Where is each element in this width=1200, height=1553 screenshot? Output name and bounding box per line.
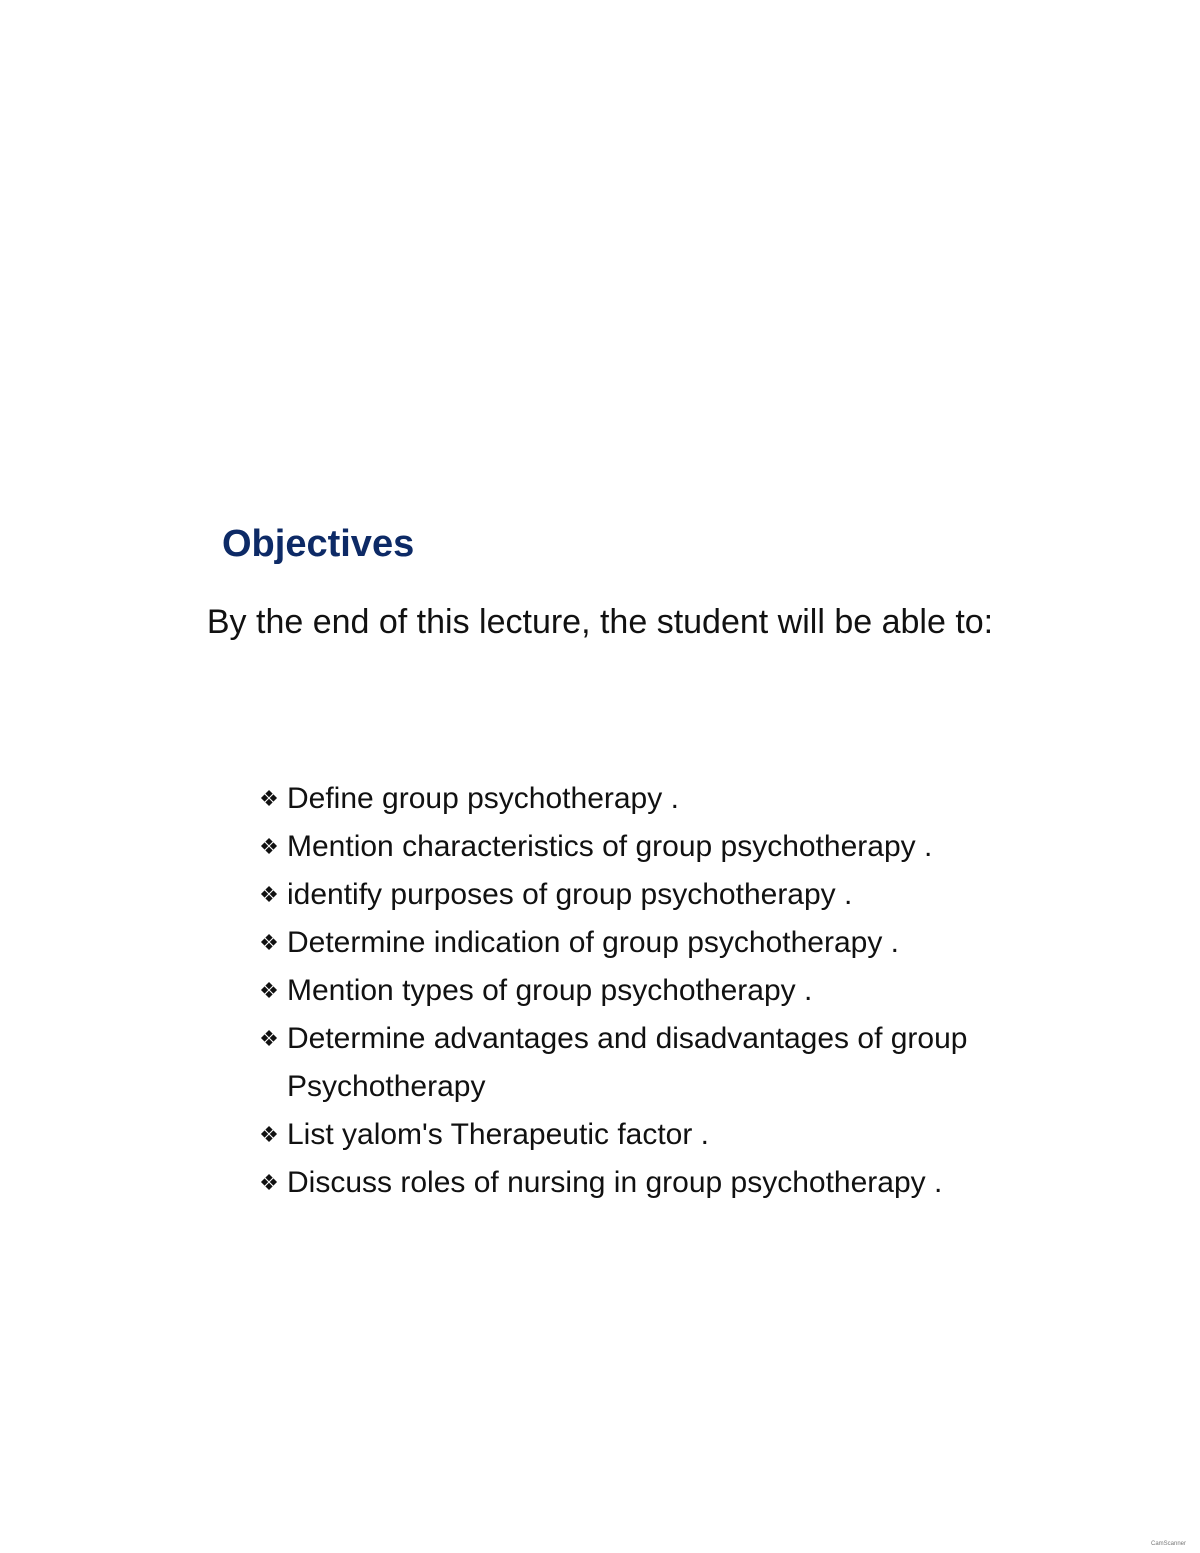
list-item — [255, 1159, 975, 1207]
objective-text: Determine indication of group psychotherapy . — [287, 926, 900, 959]
four-diamond-bullet-icon: ❖ — [259, 1026, 279, 1051]
list-item — [255, 919, 975, 967]
intro-text: By the end of this lecture, the student will be able to: — [206, 603, 994, 641]
objective-text: Discuss roles of nursing in group psychotherapy . — [287, 1166, 943, 1199]
list-item — [255, 1015, 975, 1111]
four-diamond-bullet-icon: ❖ — [259, 1170, 279, 1195]
list-item — [255, 967, 975, 1015]
four-diamond-bullet-icon: ❖ — [259, 786, 279, 811]
objective-text: identify purposes of group psychotherapy . — [287, 878, 853, 911]
list-item — [255, 871, 975, 919]
list-item — [255, 775, 975, 823]
four-diamond-bullet-icon: ❖ — [259, 1122, 279, 1147]
list-item — [255, 823, 975, 871]
four-diamond-bullet-icon: ❖ — [259, 930, 279, 955]
scanner-watermark: CamScanner — [1150, 1541, 1186, 1547]
page-title: Objectives — [222, 523, 415, 565]
objective-text: Mention characteristics of group psychotherapy . — [287, 830, 933, 863]
objective-text: Define group psychotherapy . — [287, 782, 679, 815]
four-diamond-bullet-icon: ❖ — [259, 978, 279, 1003]
four-diamond-bullet-icon: ❖ — [259, 882, 279, 907]
list-item — [255, 1111, 975, 1159]
objective-text: Mention types of group psychotherapy . — [287, 974, 813, 1007]
objective-text: Determine advantages and disadvantages of group Psychotherapy — [287, 1022, 968, 1103]
objectives-list — [255, 775, 975, 1207]
four-diamond-bullet-icon: ❖ — [259, 834, 279, 859]
objective-text: List yalom's Therapeutic factor . — [287, 1118, 710, 1151]
